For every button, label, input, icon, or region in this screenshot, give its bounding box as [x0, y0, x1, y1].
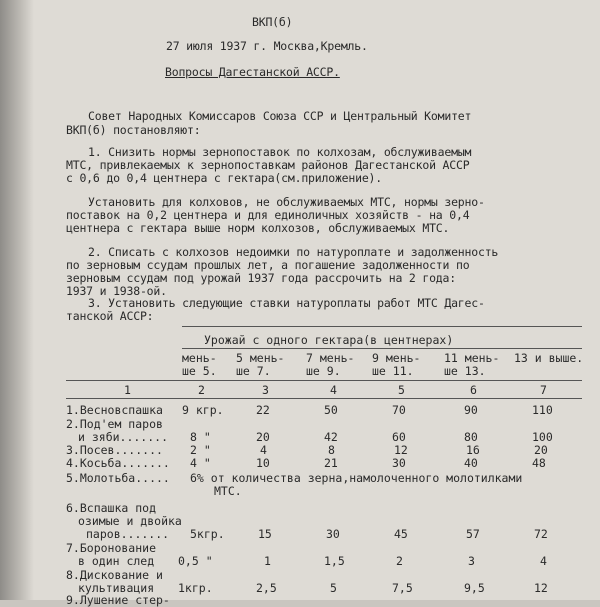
row-2-label-2: и зяби.......: [78, 430, 169, 444]
col-header-6-l1: 13 и выше.: [514, 351, 584, 365]
row-6-c3: 30: [326, 527, 340, 541]
row-1-c6: 110: [532, 403, 553, 417]
para-1b-line-2: поставок на 0,2 центнера и для единоличных хозяйств - на 0,4: [66, 208, 470, 222]
row-2-label: 2.Под'ем паров: [66, 417, 163, 431]
row-3-c5: 16: [466, 443, 480, 457]
row-2-c2: 20: [256, 430, 270, 444]
para-1-line-3: с 0,6 до 0,4 центнера с гектара(см.приложение).: [66, 171, 383, 185]
col-header-2-l1: 5 мень-: [236, 351, 285, 365]
row-8-c6: 12: [534, 581, 548, 595]
row-5-note: 6% от количества зерна,намолоченного молотилками: [190, 471, 523, 485]
row-6-c2: 15: [258, 527, 272, 541]
row-2-c6: 100: [532, 430, 553, 444]
row-6-c1: 5кгр.: [190, 527, 225, 541]
col-header-3-l2: ше 9.: [306, 364, 341, 378]
row-7-c4: 2: [396, 554, 403, 568]
col-number-1: 1: [124, 383, 131, 397]
row-1-c1: 9 кгр.: [182, 403, 224, 417]
row-2-c4: 60: [392, 430, 406, 444]
para-2-line-3: зерновым ссудам под урожай 1937 года рассрочить на 2 года:: [66, 271, 456, 285]
row-4-c3: 21: [324, 456, 338, 470]
col-header-4-l1: 9 мень-: [372, 351, 421, 365]
para-2-line-1: 2. Списать с колхозов недоимки по натуроплате и задолженность: [88, 245, 499, 259]
row-8-c2: 2,5: [256, 581, 277, 595]
col-header-2-l2: ше 7.: [236, 364, 271, 378]
col-number-6: 6: [470, 383, 477, 397]
row-4-c1: 4 ": [190, 456, 211, 470]
para-1b-line-3: центнера с гектара выше норм колхозов, обслуживаемых МТС.: [66, 221, 450, 235]
para-2-line-2: по зерновым ссудам прошлых лет, а погашение задолженности по: [66, 258, 470, 272]
row-4-c6: 48: [532, 456, 546, 470]
row-5-note-2: МТС.: [214, 484, 242, 498]
para-1-line-2: МТС, привлекаемых к зернопоставкам районов Дагестанской АССР: [66, 158, 470, 172]
intro-line-1: Совет Народных Комиссаров Союза ССР и Центральный Комитет: [88, 109, 472, 123]
row-3-c1: 2 ": [190, 443, 211, 457]
subject-title: Вопросы Дагестанской АССР.: [165, 65, 340, 79]
table-top-rule: [182, 326, 582, 327]
col-header-4-l2: ше 11.: [372, 364, 414, 378]
row-2-c3: 42: [324, 430, 338, 444]
row-7-c2: 1: [264, 554, 271, 568]
row-6-c5: 57: [466, 527, 480, 541]
row-7-label-2: в один след: [78, 554, 155, 568]
col-header-5-l1: 11 мень-: [444, 351, 500, 365]
org-header: ВКП(б): [252, 15, 293, 29]
para-3-line-1: 3. Установить следующие ставки натуроплаты работ МТС Дагес-: [88, 296, 485, 310]
row-7-c6: 4: [540, 554, 547, 568]
col-header-1-l2: ше 5.: [182, 364, 217, 378]
table-group-rule: [182, 348, 582, 349]
row-4-c5: 40: [464, 456, 478, 470]
para-3-line-2: танской АССР:: [66, 309, 154, 323]
row-1-c2: 22: [256, 403, 270, 417]
col-number-2: 2: [198, 383, 205, 397]
para-1-line-1: 1. Снизить нормы зернопоставок по колхозам, обслуживаемым: [88, 145, 472, 159]
row-8-c1: 1кгр.: [178, 581, 213, 595]
row-8-c4: 7,5: [392, 581, 413, 595]
dateline: 27 июля 1937 г. Москва,Кремль.: [166, 39, 368, 53]
col-number-7: 7: [540, 383, 547, 397]
para-2-line-4: 1937 и 1938-ой.: [66, 284, 167, 298]
row-8-label-2: культивация: [78, 581, 155, 595]
row-6-c6: 72: [534, 527, 548, 541]
row-8-c3: 5: [330, 581, 337, 595]
row-2-c1: 8 ": [190, 430, 211, 444]
row-3-c2: 4: [260, 443, 267, 457]
row-3-c4: 12: [394, 443, 408, 457]
row-6-label-3: паров.......: [86, 527, 170, 541]
col-number-4: 4: [330, 383, 337, 397]
table-numbers-rule: [66, 398, 582, 399]
row-6-label: 6.Вспашка под: [66, 501, 157, 515]
row-1-label: 1.Весновспашка: [66, 403, 163, 417]
row-7-c1: 0,5 ": [178, 554, 213, 568]
row-6-label-2: озимые и двойка: [78, 514, 182, 528]
table-header-rule: [66, 380, 582, 381]
row-1-c3: 50: [324, 403, 338, 417]
row-4-c2: 10: [256, 456, 270, 470]
row-5-label: 5.Молотьба.....: [66, 471, 170, 485]
row-9-label: 9.Лушение стер-: [66, 593, 170, 607]
scan-shadow-edge: [0, 0, 34, 600]
rates-table: [66, 326, 596, 607]
row-1-c4: 70: [392, 403, 406, 417]
row-8-label: 8.Дискование и: [66, 568, 163, 582]
row-3-c3: 8: [328, 443, 335, 457]
col-number-5: 5: [398, 383, 405, 397]
row-7-label: 7.Боронование: [66, 541, 157, 555]
para-1b-line-1: Установить для колховов, не обслуживаемых МТС, нормы зерно-: [88, 195, 485, 209]
row-2-c5: 80: [464, 430, 478, 444]
row-4-c4: 30: [392, 456, 406, 470]
row-1-c5: 90: [464, 403, 478, 417]
table-group-header: Урожай с одного гектара(в центнерах): [204, 333, 454, 347]
col-header-1-l1: мень-: [182, 351, 217, 365]
col-header-3-l1: 7 мень-: [306, 351, 355, 365]
row-6-c4: 45: [394, 527, 408, 541]
intro-line-2: ВКП(б) постановляют:: [66, 123, 201, 137]
col-header-5-l2: ше 13.: [444, 364, 486, 378]
row-7-c3: 1,5: [324, 554, 345, 568]
row-3-label: 3.Посев.......: [66, 443, 163, 457]
col-number-3: 3: [262, 383, 269, 397]
row-7-c5: 3: [468, 554, 475, 568]
row-4-label: 4.Косьба.......: [66, 456, 170, 470]
row-8-c5: 9,5: [464, 581, 485, 595]
row-3-c6: 20: [534, 443, 548, 457]
